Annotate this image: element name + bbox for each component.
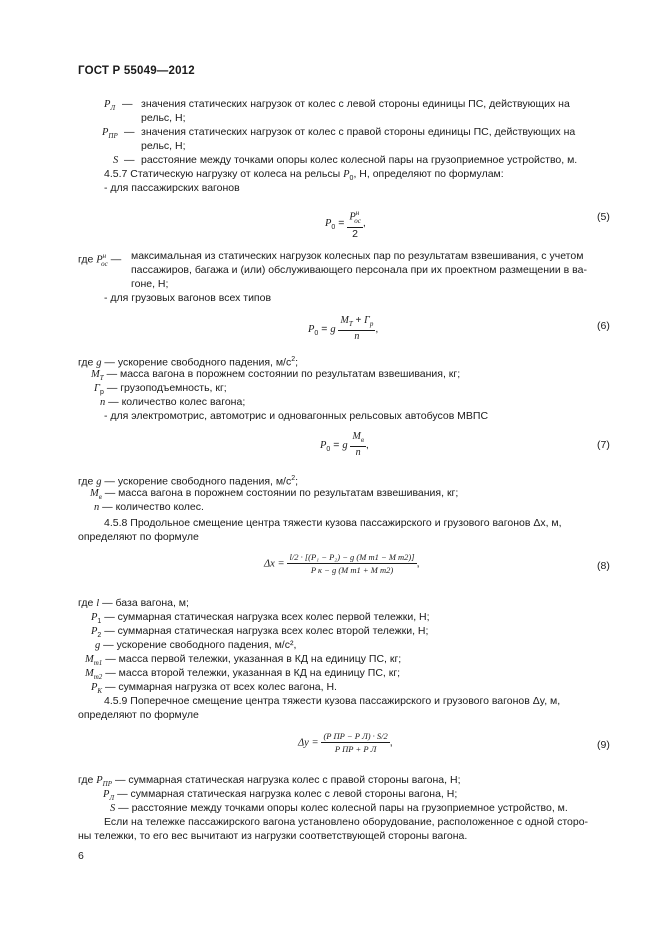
defs-eq7-row-n: n — количество колес. bbox=[94, 501, 204, 513]
equation-6-fraction: $\frac{M_Т + Г_р}{n}$ bbox=[340, 315, 374, 342]
final-paragraph-line2: ны тележки, то его вес вычитают из нагрузки соответствующей стороны вагона. bbox=[78, 830, 468, 842]
defs-eq8-row-mt2: $M_{т2}$ — масса второй тележки, указанная в КД на единицу ПС, кг; bbox=[85, 667, 401, 682]
defs-eq9-row-pl: $P_Л$ — суммарная статическая нагрузка колес с левой стороны вагона, Н; bbox=[103, 788, 458, 803]
equation-9: Δy = $\frac{\text{(P ПР − P Л) · S/2}}{\text{P ПР + P Л}}$ , bbox=[298, 731, 393, 754]
equation-7-number: (7) bbox=[597, 439, 610, 451]
def-s-dash: — bbox=[124, 154, 135, 166]
defs-eq6-row-g: где g — ускорение свободного падения, $м/с^2$; bbox=[78, 356, 299, 369]
mvps-item: - для электромотрис, автомотрис и одновагонных рельсовых автобусов МВПС bbox=[104, 410, 489, 422]
freight-item: - для грузовых вагонов всех типов bbox=[104, 292, 272, 304]
def-pl-line1: значения статических нагрузок от колес с левой стороны единицы ПС, действующих на bbox=[141, 98, 570, 110]
defs-eq8-row-pk: $P_К$ — суммарная нагрузка от всех колес вагона, Н. bbox=[91, 681, 337, 696]
def-pl-dash: — bbox=[122, 98, 133, 110]
def-s-symbol: S bbox=[113, 155, 119, 166]
defs-eq8-row-g: g — ускорение свободного падения, м/с², bbox=[95, 639, 297, 651]
final-paragraph-line1: Если на тележке пассажирского вагона установлено оборудование, расположенное с одной сторо- bbox=[104, 816, 589, 828]
section-4-5-7: 4.5.7 Статическую нагрузку от колеса на рельсы $P_0$, Н, определяют по формулам: bbox=[104, 168, 504, 183]
equation-5-fraction: $\frac{P^н_{ос}}{2}$ bbox=[349, 209, 361, 240]
equation-9-number: (9) bbox=[597, 739, 610, 751]
def-pl-symbol: $P_Л$ bbox=[104, 99, 116, 113]
defs-eq8-row-p2: $P_2$ — суммарная статическая нагрузка всех колес второй тележки, Н; bbox=[91, 625, 429, 640]
equation-6: $P_0 = g$ $\frac{M_Т + Г_р}{n}$ , bbox=[308, 315, 379, 342]
defs-eq6-row-n: n — количество колес вагона; bbox=[100, 396, 246, 408]
defs-eq5-line2: пассажиров, багажа и (или) обслуживающего персонала при их проектном размещении в ва- bbox=[131, 264, 587, 276]
page-header: ГОСТ Р 55049—2012 bbox=[78, 65, 195, 77]
defs-eq7-row-g: где g — ускорение свободного падения, $м/с^2$; bbox=[78, 475, 299, 488]
equation-8-number: (8) bbox=[597, 560, 610, 572]
defs-eq8-row-mt1: $M_{т1}$ — масса первой тележки, указанная в КД на единицу ПС, кг; bbox=[85, 653, 402, 668]
defs-eq5-line1: максимальная из статических нагрузок колесных пар по результатам взвешивания, с учетом bbox=[131, 250, 584, 262]
passenger-item: - для пассажирских вагонов bbox=[104, 182, 240, 194]
defs-eq5-line3: гоне, Н; bbox=[131, 278, 169, 290]
defs-eq6-row-gp: $Г_р$ — грузоподъемность, кг; bbox=[94, 382, 227, 397]
equation-6-number: (6) bbox=[597, 320, 610, 332]
page-number: 6 bbox=[78, 850, 84, 862]
def-ppr-dash: — bbox=[124, 126, 135, 138]
equation-5-number: (5) bbox=[597, 211, 610, 223]
section-4-5-8-line1: 4.5.8 Продольное смещение центра тяжести кузова пассажирского и грузового вагонов Δx, м, bbox=[104, 517, 562, 529]
section-4-5-8-line2: определяют по формуле bbox=[78, 531, 199, 543]
defs-eq9-row-s: S — расстояние между точками опоры колес колесной пары на грузоприемное устройство, м. bbox=[110, 802, 568, 814]
equation-9-fraction: $\frac{\text{(P ПР − P Л) · S/2}}{\text{P ПР + P Л}}$ bbox=[323, 731, 388, 754]
equation-8-fraction: $\frac{\text{l/2 · [(P₁ − P₂) − g (M т1 − M т2)]}}{\text{P к − g (M т1 + M т2)}}$ bbox=[289, 552, 415, 575]
defs-eq6-row-mt: $M_Т$ — масса вагона в порожнем состоянии по результатам взвешивания, кг; bbox=[91, 368, 461, 383]
equation-7: $P_0 = g$ $\frac{M_в}{n}$ , bbox=[320, 431, 369, 458]
equation-8: Δx = $\frac{\text{l/2 · [(P₁ − P₂) − g (M т1 − M т2)]}}{\text{P к − g (M т1 + M т2)}}$ , bbox=[264, 552, 420, 575]
def-pl-line2: рельс, Н; bbox=[141, 112, 186, 124]
equation-5: $P_0$ = $\frac{P^н_{ос}}{2}$ , bbox=[325, 209, 366, 240]
section-4-5-9-line1: 4.5.9 Поперечное смещение центра тяжести кузова пассажирского и грузового вагонов Δy, м, bbox=[104, 695, 561, 707]
defs-eq8-row-l: где l — база вагона, м; bbox=[78, 597, 189, 609]
defs-eq7-row-mv: $M_в$ — масса вагона в порожнем состоянии по результатам взвешивания, кг; bbox=[90, 487, 459, 502]
defs-eq8-row-p1: $P_1$ — суммарная статическая нагрузка всех колес первой тележки, Н; bbox=[91, 611, 430, 626]
def-ppr-line2: рельс, Н; bbox=[141, 140, 186, 152]
def-ppr-symbol: $P_{ПР}$ bbox=[102, 127, 118, 141]
def-ppr-line1: значения статических нагрузок от колес с правой стороны единицы ПС, действующих на bbox=[141, 126, 576, 138]
defs-eq9-row-ppr: где $P_{ПР}$ — суммарная статическая нагрузка колес с правой стороны вагона, Н; bbox=[78, 774, 461, 789]
section-4-5-9-line2: определяют по формуле bbox=[78, 709, 199, 721]
equation-7-fraction: $\frac{M_в}{n}$ bbox=[352, 431, 364, 458]
defs-eq5-lead: где $P^н_{ос}$ — bbox=[78, 252, 122, 268]
def-s-line1: расстояние между точками опоры колес колесной пары на грузоприемное устройство, м. bbox=[141, 154, 578, 166]
